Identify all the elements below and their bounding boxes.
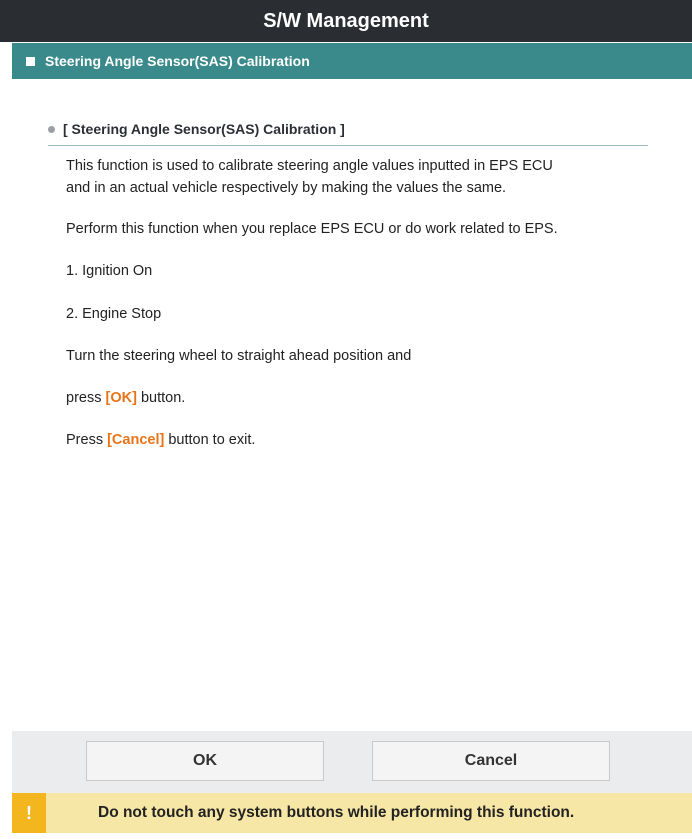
button-bar [12,731,692,793]
cancel-key-highlight: [Cancel] [107,432,165,448]
title-bar [0,0,692,42]
cancel-button[interactable]: Cancel [372,741,610,781]
press-cancel-suffix: button to exit. [164,432,256,448]
ok-button[interactable]: OK [86,741,324,781]
content-panel [0,79,692,731]
description-paragraph [66,155,656,199]
warning-text: Do not touch any system buttons while performing this function. [98,804,575,821]
description-line-1: This function is used to calibrate steering angle values inputted in EPS ECU [66,158,553,174]
section-title [48,117,648,141]
press-ok-prefix: press [66,390,106,406]
step-ignition-on: 1. Ignition On [66,263,153,279]
press-cancel-instruction [66,429,656,451]
section-divider [48,145,648,146]
press-ok-instruction [66,387,656,409]
warning-icon: ! [12,793,46,833]
window-title: S/W Management [263,9,429,32]
step-engine-stop: 2. Engine Stop [66,306,162,322]
description-line-2: and in an actual vehicle respectively by making the values the same. [66,180,507,196]
press-cancel-prefix: Press [66,432,108,448]
square-bullet-icon [26,57,35,66]
ok-key-highlight: [OK] [105,390,137,406]
turn-wheel-instruction: Turn the steering wheel to straight ahead position and [66,348,412,364]
press-ok-suffix: button. [136,390,186,406]
dot-bullet-icon [48,126,55,133]
perform-note: Perform this function when you replace EPS ECU or do work related to EPS. [66,221,558,237]
section-title-text: [ Steering Angle Sensor(SAS) Calibration ] [63,121,345,137]
function-header-label: Steering Angle Sensor(SAS) Calibration [45,53,310,69]
function-header [12,43,692,79]
warning-banner [12,793,692,833]
